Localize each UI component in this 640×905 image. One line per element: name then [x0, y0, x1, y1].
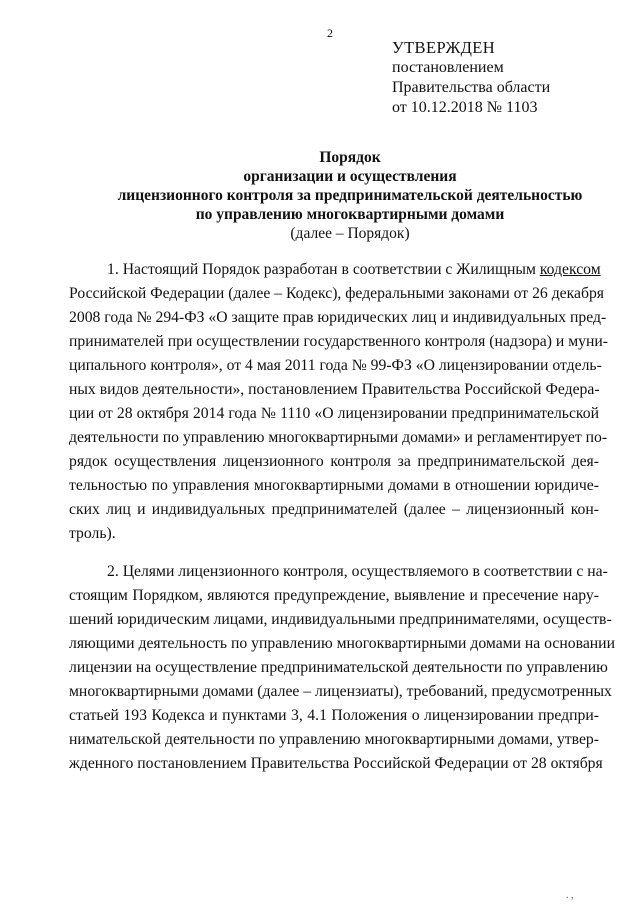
text-line: деятельности по управлению многоквартирными домами» и регламентирует по- — [69, 429, 608, 446]
text-line: многоквартирными домами (далее – лицензиаты), требований, предусмотренных — [69, 683, 612, 700]
text-line: шений юридическим лицами, индивидуальными предпринимателями, осуществ- — [69, 611, 612, 628]
text-line: статьей 193 Кодекса и пунктами 3, 4.1 Положения о лицензировании предпри- — [69, 707, 599, 724]
title-line: лицензионного контроля за предпринимательской деятельностью — [117, 187, 583, 204]
text-line: лицензии на осуществление предпринимательской деятельности по управлению — [69, 659, 608, 676]
text-line: ляющими деятельность по управлению многоквартирными домами на основании — [69, 635, 615, 652]
scan-mark: . , — [566, 890, 574, 901]
text-line: ции от 28 октября 2014 года № 1110 «О лицензировании предпринимательской — [69, 405, 599, 422]
text-line: принимателей при осуществлении государственного контроля (надзора) и муни- — [69, 333, 609, 350]
text-line: троль). — [69, 525, 116, 542]
page-number: 2 — [327, 26, 333, 40]
text-line: тельностью по управления многоквартирными домами в отношении юридиче- — [69, 477, 599, 494]
text-line: 2. Целями лицензионного контроля, осуществляемого в соответствии с на- — [107, 563, 608, 580]
approval-line: Правительства области — [392, 79, 551, 96]
text-line: 2008 года № 294-ФЗ «О защите прав юридических лиц и индивидуальных пред- — [69, 309, 607, 326]
title-line: организации и осуществления — [243, 168, 457, 185]
paragraph-1 — [69, 258, 609, 546]
text-line: нимательской деятельности по управлению многоквартирными домами, утвер- — [69, 731, 599, 748]
text-line: жденного постановлением Правительства Российской Федерации от 28 октября — [69, 755, 603, 772]
approval-block — [392, 38, 550, 118]
text-line: ципального контроля», от 4 мая 2011 года № 99-ФЗ «О лицензировании отдель- — [69, 357, 602, 374]
text-line: ных видов деятельности», постановлением Правительства Российской Федера- — [69, 381, 600, 398]
text-line: ских лиц и индивидуальных предпринимателей (далее – лицензионный кон- — [69, 501, 599, 518]
title-line: по управлению многоквартирными домами — [195, 206, 505, 223]
paragraph-2 — [69, 560, 615, 776]
document-title — [0, 148, 640, 243]
text-line: стоящим Порядком, являются предупреждение, выявление и пресечение нару- — [69, 587, 599, 604]
approval-line: постановлением — [392, 59, 504, 76]
text-line: 1. Настоящий Порядок разработан в соответствии с Жилищным кодексом — [107, 261, 601, 278]
approval-date: от 10.12.2018 № 1103 — [392, 99, 538, 116]
text-line: Российской Федерации (далее – Кодекс), федеральными законами от 26 декабря — [69, 285, 605, 302]
title-line: Порядок — [319, 149, 381, 166]
document-body — [69, 258, 615, 776]
text-line: рядок осуществления лицензионного контроля за предпринимательской дея- — [69, 453, 599, 470]
title-note: (далее – Порядок) — [290, 225, 410, 242]
kodeks-link[interactable]: кодексом — [539, 261, 601, 278]
approval-title: УТВЕРЖДЕН — [392, 38, 496, 57]
